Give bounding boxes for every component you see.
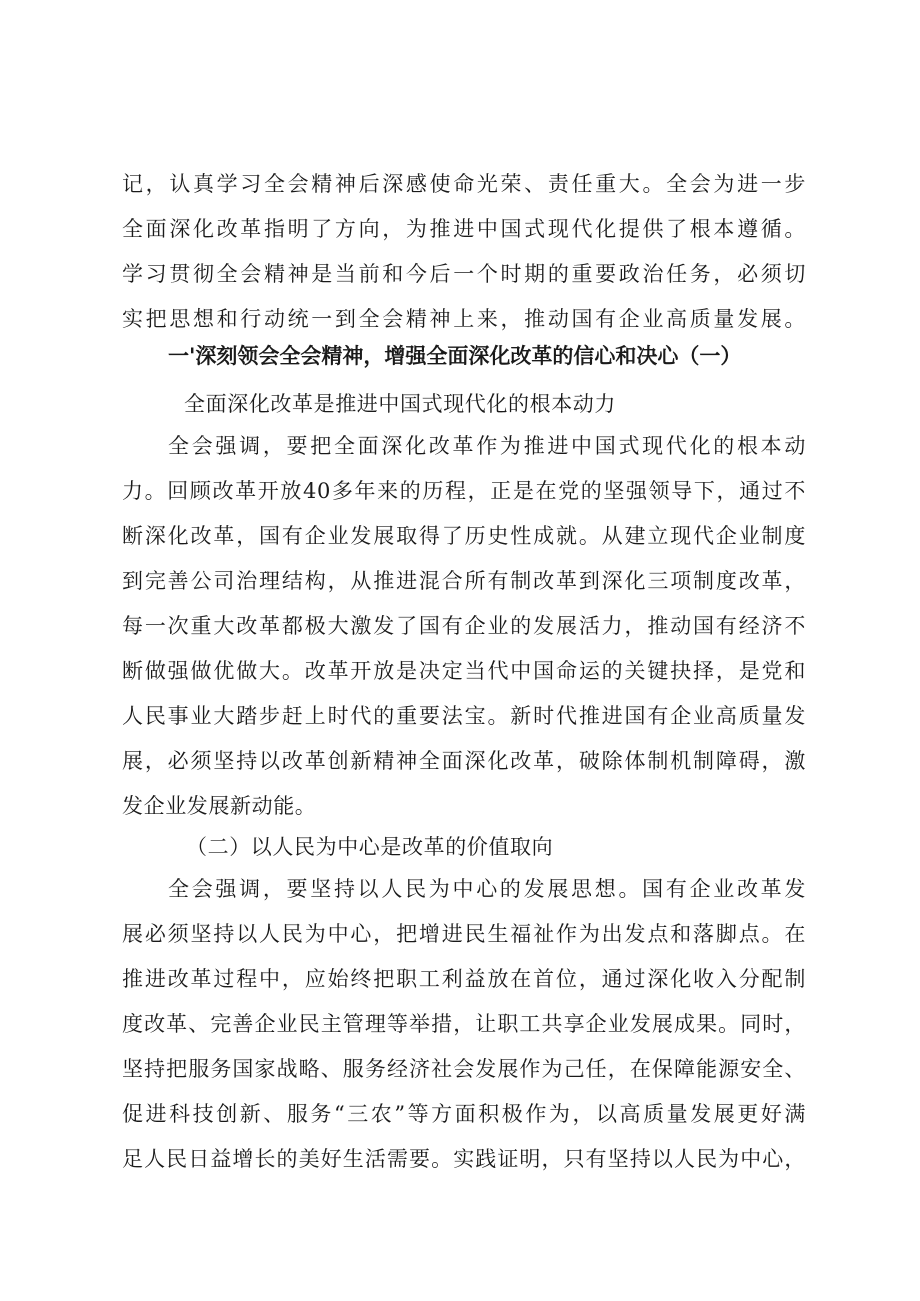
intro-line-2: 全面深化改革指明了方向，为推进中国式现代化提供了根本遵循。 (122, 217, 806, 241)
paragraph-1-line-1: 全会强调，要把全面深化改革作为推进中国式现代化的根本动 (168, 434, 806, 458)
paragraph-2-line-1: 全会强调，要坚持以人民为中心的发展思想。国有企业改革发 (168, 877, 806, 901)
paragraph-2-line-4: 度改革、完善企业民主管理等举措，让职工共享企业发展成果。同时， (122, 1012, 806, 1036)
paragraph-1-line-9: 发企业发展新动能。 (122, 794, 317, 818)
paragraph-2-line-2: 展必须坚持以人民为中心，把增进民生福祉作为出发点和落脚点。在 (122, 922, 806, 946)
paragraph-1-line-5: 每一次重大改革都极大激发了国有企业的发展活力，推动国有经济不 (122, 614, 806, 638)
subsection-1-title: 全面深化改革是推进中国式现代化的根本动力 (184, 392, 616, 416)
paragraph-2-line-7: 足人民日益增长的美好生活需要。实践证明，只有坚持以人民为中心， (122, 1147, 806, 1171)
intro-line-4: 实把思想和行动统一到全会精神上来，推动国有企业高质量发展。 (122, 307, 806, 331)
paragraph-1-line-8: 展，必须坚持以改革创新精神全面深化改革，破除体制机制障碍，激 (122, 749, 806, 773)
section-heading: 一'深刻领会全会精神，增强全面深化改革的信心和决心（一） (168, 344, 742, 368)
paragraph-2-line-6: 促进科技创新、服务“三农”等方面积极作为，以高质量发展更好满 (122, 1102, 806, 1126)
paragraph-1-line-3: 断深化改革，国有企业发展取得了历史性成就。从建立现代企业制度 (122, 524, 806, 548)
intro-line-1: 记，认真学习全会精神后深感使命光荣、责任重大。全会为进一步 (122, 172, 806, 196)
paragraph-2-line-5: 坚持把服务国家战略、服务经济社会发展作为己任，在保障能源安全、 (122, 1057, 806, 1081)
paragraph-1-line-6: 断做强做优做大。改革开放是决定当代中国命运的关键抉择，是党和 (122, 659, 806, 683)
paragraph-1-line-4: 到完善公司治理结构，从推进混合所有制改革到深化三项制度改革， (122, 569, 806, 593)
intro-line-3: 学习贯彻全会精神是当前和今后一个时期的重要政治任务，必须切 (122, 262, 806, 286)
paragraph-1-line-7: 人民事业大踏步赶上时代的重要法宝。新时代推进国有企业高质量发 (122, 704, 806, 728)
subsection-2-title: （二）以人民为中心是改革的价值取向 (186, 835, 554, 859)
paragraph-2-line-3: 推进改革过程中，应始终把职工利益放在首位，通过深化收入分配制 (122, 967, 806, 991)
paragraph-1-line-2: 力。回顾改革开放40多年来的历程，正是在党的坚强领导下，通过不 (122, 479, 806, 503)
